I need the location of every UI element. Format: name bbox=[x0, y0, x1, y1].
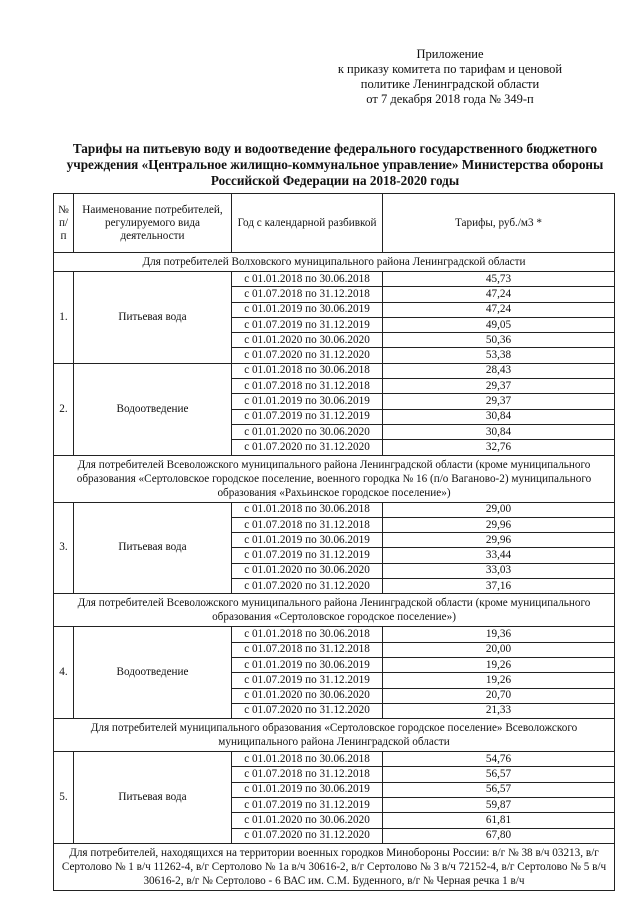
period-cell: с 01.07.2019 по 31.12.2019 bbox=[232, 317, 383, 332]
period-cell: с 01.07.2018 по 31.12.2018 bbox=[232, 767, 383, 782]
service-name: Водоотведение bbox=[74, 363, 232, 455]
period-cell: с 01.01.2018 по 30.06.2018 bbox=[232, 627, 383, 642]
period-cell: с 01.07.2018 по 31.12.2018 bbox=[232, 517, 383, 532]
section-title: Для потребителей муниципального образования «Сертоловское городское поселение» Всеволожского муниципального района Ленинградской области bbox=[54, 719, 615, 752]
header-tariff: Тарифы, руб./м3 * bbox=[383, 194, 615, 253]
table-row bbox=[54, 752, 615, 767]
row-number: 1. bbox=[54, 272, 74, 364]
tariff-value: 33,03 bbox=[383, 563, 615, 578]
tariff-value: 47,24 bbox=[383, 302, 615, 317]
table-row bbox=[54, 363, 615, 378]
section-row bbox=[54, 253, 615, 272]
appendix-line: Приложение bbox=[416, 47, 484, 61]
period-cell: с 01.07.2020 по 31.12.2020 bbox=[232, 348, 383, 363]
period-cell: с 01.07.2019 по 31.12.2019 bbox=[232, 798, 383, 813]
tariff-table bbox=[53, 193, 615, 891]
header-num: № п/п bbox=[54, 194, 74, 253]
section-title: Для потребителей, находящихся на территории военных городков Минобороны России: в/г № 38 в/ч 03213, в/г Сертолово № 1 в/ч 11262-4, в/г Сертолово № 1а в/ч 30616-2, в/г Сертолово № 3 в/ч 72152-4, в/г Сертолово № 5 в/ч 30616-2, в/г № Сертолово - 6 ВАС им. С.М. Буденного, в/г № Черная речка 1 в/ч bbox=[54, 843, 615, 890]
tariff-value: 29,96 bbox=[383, 517, 615, 532]
tariff-value: 21,33 bbox=[383, 703, 615, 718]
period-cell: с 01.07.2018 по 31.12.2018 bbox=[232, 287, 383, 302]
tariff-value: 19,26 bbox=[383, 657, 615, 672]
tariff-value: 29,00 bbox=[383, 502, 615, 517]
tariff-value: 56,57 bbox=[383, 767, 615, 782]
tariff-value: 30,84 bbox=[383, 409, 615, 424]
tariff-value: 45,73 bbox=[383, 272, 615, 287]
period-cell: с 01.01.2019 по 30.06.2019 bbox=[232, 394, 383, 409]
tariff-value: 29,37 bbox=[383, 379, 615, 394]
period-cell: с 01.07.2020 по 31.12.2020 bbox=[232, 440, 383, 455]
table-row bbox=[54, 502, 615, 517]
header-name: Наименование потребителей, регулируемого вида деятельности bbox=[74, 194, 232, 253]
row-number: 3. bbox=[54, 502, 74, 594]
appendix-header bbox=[320, 47, 580, 107]
tariff-value: 19,36 bbox=[383, 627, 615, 642]
period-cell: с 01.07.2020 по 31.12.2020 bbox=[232, 828, 383, 843]
period-cell: с 01.07.2019 по 31.12.2019 bbox=[232, 673, 383, 688]
tariff-value: 54,76 bbox=[383, 752, 615, 767]
tariff-value: 37,16 bbox=[383, 579, 615, 594]
tariff-value: 19,26 bbox=[383, 673, 615, 688]
table-row bbox=[54, 627, 615, 642]
period-cell: с 01.01.2020 по 30.06.2020 bbox=[232, 813, 383, 828]
period-cell: с 01.01.2020 по 30.06.2020 bbox=[232, 563, 383, 578]
appendix-line: политике Ленинградской области bbox=[360, 77, 540, 91]
tariff-value: 20,00 bbox=[383, 642, 615, 657]
service-name: Водоотведение bbox=[74, 627, 232, 719]
row-number: 5. bbox=[54, 752, 74, 844]
row-number: 4. bbox=[54, 627, 74, 719]
period-cell: с 01.01.2018 по 30.06.2018 bbox=[232, 752, 383, 767]
section-title: Для потребителей Всеволожского муниципального района Ленинградской области (кроме муниципального образования «Сертоловское городское поселение, военного городка № 16 (п/о Ваганово-2) муниципального образования «Рахьинское городское поселение») bbox=[54, 455, 615, 502]
section-title: Для потребителей Волховского муниципального района Ленинградской области bbox=[54, 253, 615, 272]
period-cell: с 01.01.2019 по 30.06.2019 bbox=[232, 302, 383, 317]
tariff-value: 56,57 bbox=[383, 782, 615, 797]
period-cell: с 01.07.2018 по 31.12.2018 bbox=[232, 642, 383, 657]
period-cell: с 01.01.2019 по 30.06.2019 bbox=[232, 657, 383, 672]
tariff-value: 53,38 bbox=[383, 348, 615, 363]
service-name: Питьевая вода bbox=[74, 272, 232, 364]
tariff-value: 47,24 bbox=[383, 287, 615, 302]
section-row bbox=[54, 594, 615, 627]
period-cell: с 01.01.2020 по 30.06.2020 bbox=[232, 424, 383, 439]
tariff-value: 61,81 bbox=[383, 813, 615, 828]
period-cell: с 01.01.2019 по 30.06.2019 bbox=[232, 533, 383, 548]
tariff-value: 59,87 bbox=[383, 798, 615, 813]
table-row bbox=[54, 272, 615, 287]
period-cell: с 01.07.2019 по 31.12.2019 bbox=[232, 548, 383, 563]
table-header-row bbox=[54, 194, 615, 253]
service-name: Питьевая вода bbox=[74, 502, 232, 594]
tariff-value: 32,76 bbox=[383, 440, 615, 455]
tariff-value: 28,43 bbox=[383, 363, 615, 378]
appendix-line: от 7 декабря 2018 года № 349-п bbox=[366, 92, 534, 106]
tariff-value: 50,36 bbox=[383, 333, 615, 348]
section-row bbox=[54, 843, 615, 890]
tariff-value: 33,44 bbox=[383, 548, 615, 563]
period-cell: с 01.01.2018 по 30.06.2018 bbox=[232, 272, 383, 287]
period-cell: с 01.01.2019 по 30.06.2019 bbox=[232, 782, 383, 797]
section-row bbox=[54, 719, 615, 752]
tariff-value: 67,80 bbox=[383, 828, 615, 843]
section-title: Для потребителей Всеволожского муниципального района Ленинградской области (кроме муниципального образования «Сертоловское городское поселение») bbox=[54, 594, 615, 627]
period-cell: с 01.01.2020 по 30.06.2020 bbox=[232, 688, 383, 703]
row-number: 2. bbox=[54, 363, 74, 455]
tariff-value: 30,84 bbox=[383, 424, 615, 439]
section-row bbox=[54, 455, 615, 502]
period-cell: с 01.01.2018 по 30.06.2018 bbox=[232, 363, 383, 378]
period-cell: с 01.07.2020 по 31.12.2020 bbox=[232, 579, 383, 594]
tariff-value: 20,70 bbox=[383, 688, 615, 703]
tariff-value: 29,96 bbox=[383, 533, 615, 548]
service-name: Питьевая вода bbox=[74, 752, 232, 844]
period-cell: с 01.07.2020 по 31.12.2020 bbox=[232, 703, 383, 718]
document-title: Тарифы на питьевую воду и водоотведение федерального государственного бюджетного учреждения «Центральное жилищно-коммунальное управление» Министерства обороны Российской Федерации на 2018-2020 годы bbox=[66, 141, 604, 188]
tariff-value: 49,05 bbox=[383, 317, 615, 332]
period-cell: с 01.01.2018 по 30.06.2018 bbox=[232, 502, 383, 517]
period-cell: с 01.01.2020 по 30.06.2020 bbox=[232, 333, 383, 348]
tariff-value: 29,37 bbox=[383, 394, 615, 409]
appendix-line: к приказу комитета по тарифам и ценовой bbox=[337, 62, 563, 76]
header-period: Год с календарной разбивкой bbox=[232, 194, 383, 253]
period-cell: с 01.07.2019 по 31.12.2019 bbox=[232, 409, 383, 424]
period-cell: с 01.07.2018 по 31.12.2018 bbox=[232, 379, 383, 394]
